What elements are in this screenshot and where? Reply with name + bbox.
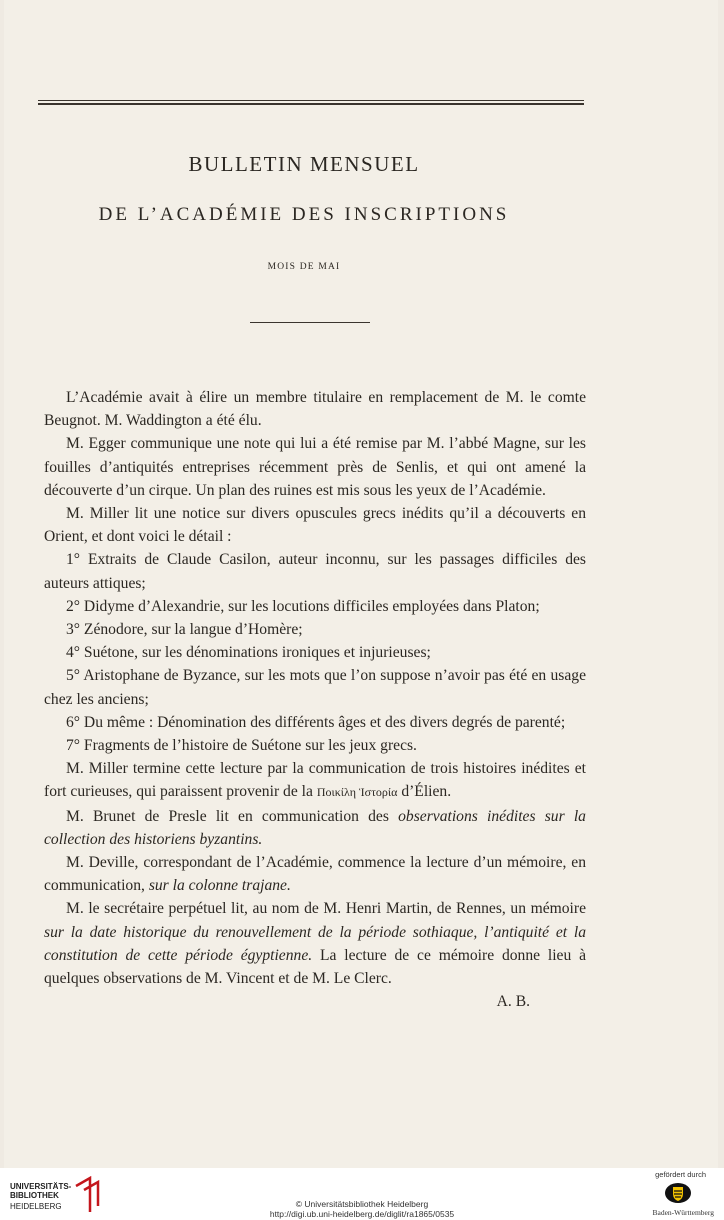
italic-title: sur la date historique du renouvellement de la période sothiaque, l’antiquité et la constitution de cette période égyptienne. (44, 923, 586, 964)
header-rule-thick (38, 103, 584, 105)
article-body (44, 386, 586, 1013)
paragraph-secretaire (44, 897, 586, 990)
text-run: M. Deville, correspondant de l’Académie, commence la lecture d’un mémoire, en communication, (44, 854, 586, 895)
text-run: M. Miller termine cette lecture par la communication de trois histoires inédites et fort curieuses, qui paraissent provenir de la (44, 760, 586, 801)
paragraph-brunet (44, 805, 586, 851)
library-name-line: UNIVERSITÄTS- (10, 1182, 72, 1191)
section-divider (250, 322, 370, 323)
list-item: 4° Suétone, sur les dénominations ironiques et injurieuses; (66, 644, 431, 662)
greek-title: Ποικίλη Ἱστορία (316, 785, 398, 800)
list-item: 6° Du même : Dénomination des différents âges et des divers degrés de parenté; (66, 713, 566, 731)
state-crest-icon (664, 1182, 692, 1204)
paragraph: L’Académie avait à élire un membre titulaire en remplacement de M. le comte Beugnot. M. Waddington a été élu. (44, 389, 586, 430)
list-item: 1° Extraits de Claude Casilon, auteur inconnu, sur les passages difficiles des auteurs attiques; (44, 551, 586, 592)
list-item: 3° Zénodore, sur la langue d’Homère; (66, 621, 303, 639)
italic-title: observations inédites sur la collection des historiens byzantins. (44, 807, 586, 848)
month-heading: MOIS DE MAI (267, 262, 341, 272)
copyright-notice: © Universitätsbibliothek Heidelberg (295, 1199, 429, 1209)
scanned-page (4, 0, 718, 1168)
library-footer (0, 1168, 724, 1220)
library-name (10, 1182, 71, 1200)
paragraph-deville (44, 851, 586, 897)
signature: A. B. (496, 993, 530, 1011)
library-city: HEIDELBERG (10, 1202, 62, 1211)
academie-subtitle: DE L’ACADÉMIE DES INSCRIPTIONS (98, 204, 510, 225)
header-rule-thin (38, 100, 584, 101)
library-name-line: BIBLIOTHEK (10, 1191, 59, 1200)
text-run: d’Élien. (397, 783, 452, 801)
text-run: La lecture de ce mémoire donne lieu à quelques observations de M. Vincent et de M. Le Clerc. (44, 946, 587, 988)
state-name: Baden-Württemberg (652, 1208, 714, 1217)
permalink[interactable]: http://digi.ub.uni-heidelberg.de/diglit/ra1865/0535 (269, 1209, 455, 1219)
list-item: 2° Didyme d’Alexandrie, sur les locutions difficiles employées dans Platon; (66, 597, 540, 615)
text-run: M. Brunet de Presle lit en communication des (66, 807, 399, 825)
bulletin-title: BULLETIN MENSUEL (188, 152, 420, 176)
paragraph: M. Miller lit une notice sur divers opuscules grecs inédits qu’il a découverts en Orient, et dont voici le détail : (44, 505, 586, 546)
funding-label: gefördert durch (655, 1170, 706, 1179)
paragraph-miller-conclusion (44, 757, 586, 804)
italic-title: sur la colonne trajane. (148, 877, 291, 895)
list-item: 5° Aristophane de Byzance, sur les mots que l’on suppose n’avoir pas été en usage chez les anciens; (44, 667, 586, 708)
list-item: 7° Fragments de l’histoire de Suétone sur les jeux grecs. (66, 737, 417, 755)
paragraph: M. Egger communique une note qui lui a été remise par M. l’abbé Magne, sur les fouilles d’antiquités entreprises récemment près de Senlis, et qui ont amené la découverte d’un cirque. Un plan des ruines est mis sous les yeux de l’Académie. (44, 435, 586, 499)
text-run: M. le secrétaire perpétuel lit, au nom de M. Henri Martin, de Rennes, un mémoire (66, 900, 586, 918)
